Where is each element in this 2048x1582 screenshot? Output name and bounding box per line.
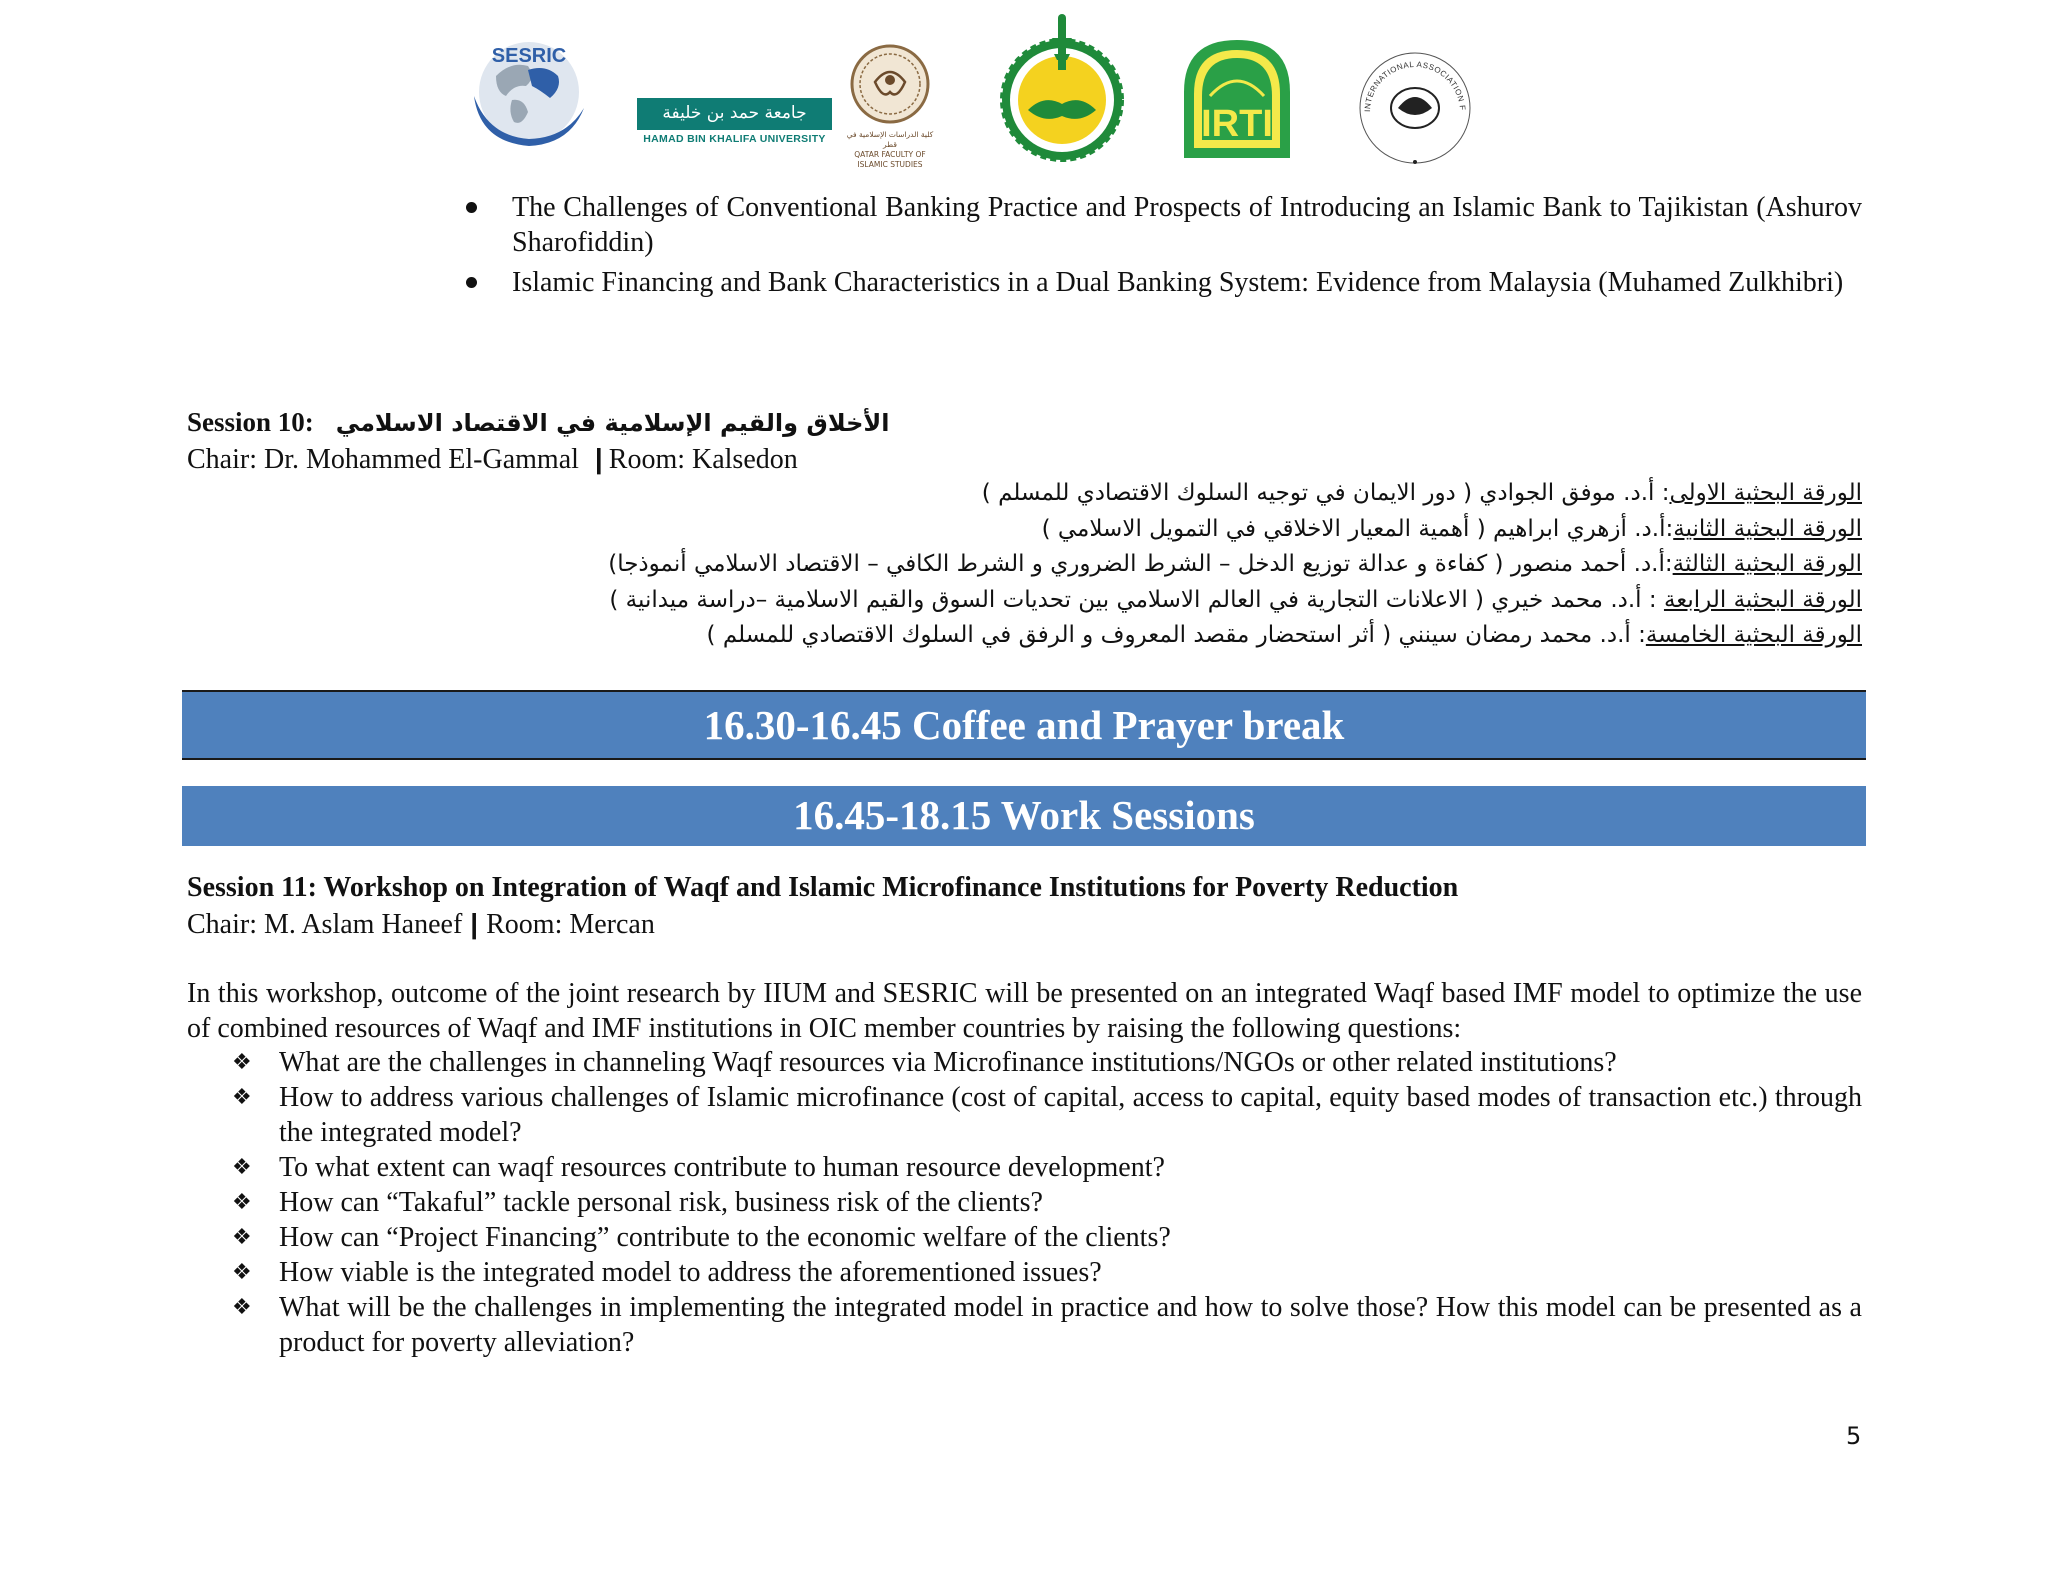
hbku-arabic-name: جامعة حمد بن خليفة bbox=[637, 98, 832, 128]
session-11-chair: Chair: M. Aslam Haneef bbox=[187, 909, 463, 940]
paper-title: Islamic Financing and Bank Characteristics in a Dual Banking System: Evidence from Malaysia (Muhamed Zulkhibri) bbox=[512, 267, 1844, 298]
idb-logo bbox=[994, 14, 1130, 164]
list-item bbox=[232, 1150, 1862, 1185]
list-item bbox=[462, 547, 1862, 583]
paper-text: : أ.د. محمد خيري ( الاعلانات التجارية في العالم الاسلامي بين تحديات السوق والقيم الاسلامية –دراسة ميدانية ) bbox=[609, 586, 1664, 613]
question-text: How viable is the integrated model to address the aforementioned issues? bbox=[279, 1257, 1102, 1288]
session-10-chair-room bbox=[187, 441, 798, 478]
separator: | bbox=[470, 908, 479, 939]
list-item bbox=[232, 1045, 1862, 1080]
question-text: How to address various challenges of Islamic microfinance (cost of capital, access to capital, equity based modes of transaction etc.) through the integrated model? bbox=[279, 1082, 1862, 1148]
diamond-bullet-icon: ❖ bbox=[232, 1260, 252, 1285]
session-10-heading bbox=[187, 404, 889, 441]
sesric-logo-text: SESRIC bbox=[491, 45, 567, 67]
hbku-english-name: HAMAD BIN KHALIFA UNIVERSITY bbox=[637, 128, 832, 146]
session-11-room: Room: Mercan bbox=[486, 909, 655, 940]
question-text: What will be the challenges in implementing the integrated model in practice and how to solve those? How this model can be presented as a product for poverty alleviation? bbox=[279, 1292, 1862, 1358]
diamond-bullet-icon: ❖ bbox=[232, 1050, 252, 1075]
session-11-title: Session 11: Workshop on Integration of Waqf and Islamic Microfinance Institutions for Poverty Reduction bbox=[187, 872, 1459, 903]
qfis-logo bbox=[845, 42, 935, 169]
page-number: 5 bbox=[1846, 1422, 1862, 1450]
qfis-english-caption: QATAR FACULTY OF ISLAMIC STUDIES bbox=[854, 150, 926, 169]
list-item bbox=[462, 618, 1862, 654]
list-item bbox=[462, 583, 1862, 619]
session-11-chair-room bbox=[187, 906, 655, 943]
list-item bbox=[232, 1080, 1862, 1150]
list-item bbox=[232, 1255, 1862, 1290]
partner-logos bbox=[460, 14, 1500, 174]
question-text: How can “Project Financing” contribute to the economic welfare of the clients? bbox=[279, 1222, 1171, 1253]
work-sessions-banner: 16.45-18.15 Work Sessions bbox=[182, 786, 1866, 846]
paper-text: : أ.د. موفق الجوادي ( دور الايمان في توجيه السلوك الاقتصادي للمسلم ) bbox=[981, 480, 1670, 506]
list-item bbox=[232, 1290, 1862, 1360]
session-10-label: Session 10: bbox=[187, 407, 314, 437]
workshop-intro: In this workshop, outcome of the joint research by IIUM and SESRIC will be presented on an integrated Waqf based IMF model to optimize the use of combined resources of Waqf and IMF institutions in OIC member countries by raising the following questions: bbox=[187, 978, 1862, 1044]
session-10-papers bbox=[462, 476, 1862, 654]
paper-title: The Challenges of Conventional Banking Practice and Prospects of Introducing an Islamic Bank to Tajikistan (Ashurov Sharofiddin) bbox=[512, 192, 1862, 258]
separator: | bbox=[594, 443, 603, 474]
sesric-logo bbox=[466, 26, 592, 152]
bullet-icon bbox=[466, 277, 477, 288]
diamond-bullet-icon: ❖ bbox=[232, 1190, 252, 1215]
paper-label: الورقة البحثية الرابعة bbox=[1663, 586, 1862, 613]
paper-text: : أ.د. محمد رمضان سينني ( أثر استحضار مقصد المعروف و الرفق في السلوك الاقتصادي للمسلم ) bbox=[706, 622, 1646, 648]
list-item bbox=[462, 512, 1862, 548]
diamond-bullet-icon: ❖ bbox=[232, 1225, 252, 1250]
session-10-title: الأخلاق والقيم الإسلامية في الاقتصاد الاسلامي bbox=[335, 409, 890, 437]
coffee-break-banner: 16.30-16.45 Coffee and Prayer break bbox=[182, 690, 1866, 760]
list-item bbox=[466, 265, 1862, 300]
session-10-room: Room: Kalsedon bbox=[608, 444, 798, 475]
list-item bbox=[232, 1185, 1862, 1220]
iaie-logo bbox=[1350, 42, 1480, 172]
irti-logo-text: IRTI bbox=[1201, 103, 1273, 145]
hbku-logo bbox=[637, 98, 832, 152]
paper-label: الورقة البحثية الخامسة bbox=[1645, 622, 1862, 648]
diamond-bullet-icon: ❖ bbox=[232, 1085, 252, 1110]
iaie-logo-text: INTERNATIONAL ASSOCIATION F bbox=[1362, 59, 1468, 113]
paper-label: الورقة البحثية الثانية bbox=[1673, 515, 1862, 542]
workshop-questions bbox=[232, 1045, 1862, 1360]
irti-logo bbox=[1180, 36, 1294, 160]
question-text: To what extent can waqf resources contribute to human resource development? bbox=[279, 1152, 1165, 1183]
previous-session-papers bbox=[466, 190, 1862, 305]
paper-label: الورقة البحثية الثالثة bbox=[1672, 551, 1862, 577]
question-text: How can “Takaful” tackle personal risk, business risk of the clients? bbox=[279, 1187, 1043, 1218]
session-10-chair: Chair: Dr. Mohammed El-Gammal bbox=[187, 444, 579, 475]
list-item bbox=[232, 1220, 1862, 1255]
paper-label: الورقة البحثية الاولى bbox=[1669, 480, 1862, 506]
qfis-arabic-caption: كلية الدراسات الإسلامية في قطر bbox=[846, 130, 934, 149]
bullet-icon bbox=[466, 202, 477, 213]
question-text: What are the challenges in channeling Waqf resources via Microfinance institutions/NGOs or other related institutions? bbox=[279, 1047, 1617, 1078]
paper-text: :أ.د. أزهري ابراهيم ( أهمية المعيار الاخلاقي في التمويل الاسلامي ) bbox=[1041, 515, 1674, 542]
diamond-bullet-icon: ❖ bbox=[232, 1155, 252, 1180]
list-item bbox=[466, 190, 1862, 260]
diamond-bullet-icon: ❖ bbox=[232, 1295, 252, 1320]
list-item bbox=[462, 476, 1862, 512]
paper-text: :أ.د. أحمد منصور ( كفاءة و عدالة توزيع الدخل – الشرط الضروري و الشرط الكافي – الاقتصاد الاسلامي أنموذجا) bbox=[608, 551, 1673, 577]
